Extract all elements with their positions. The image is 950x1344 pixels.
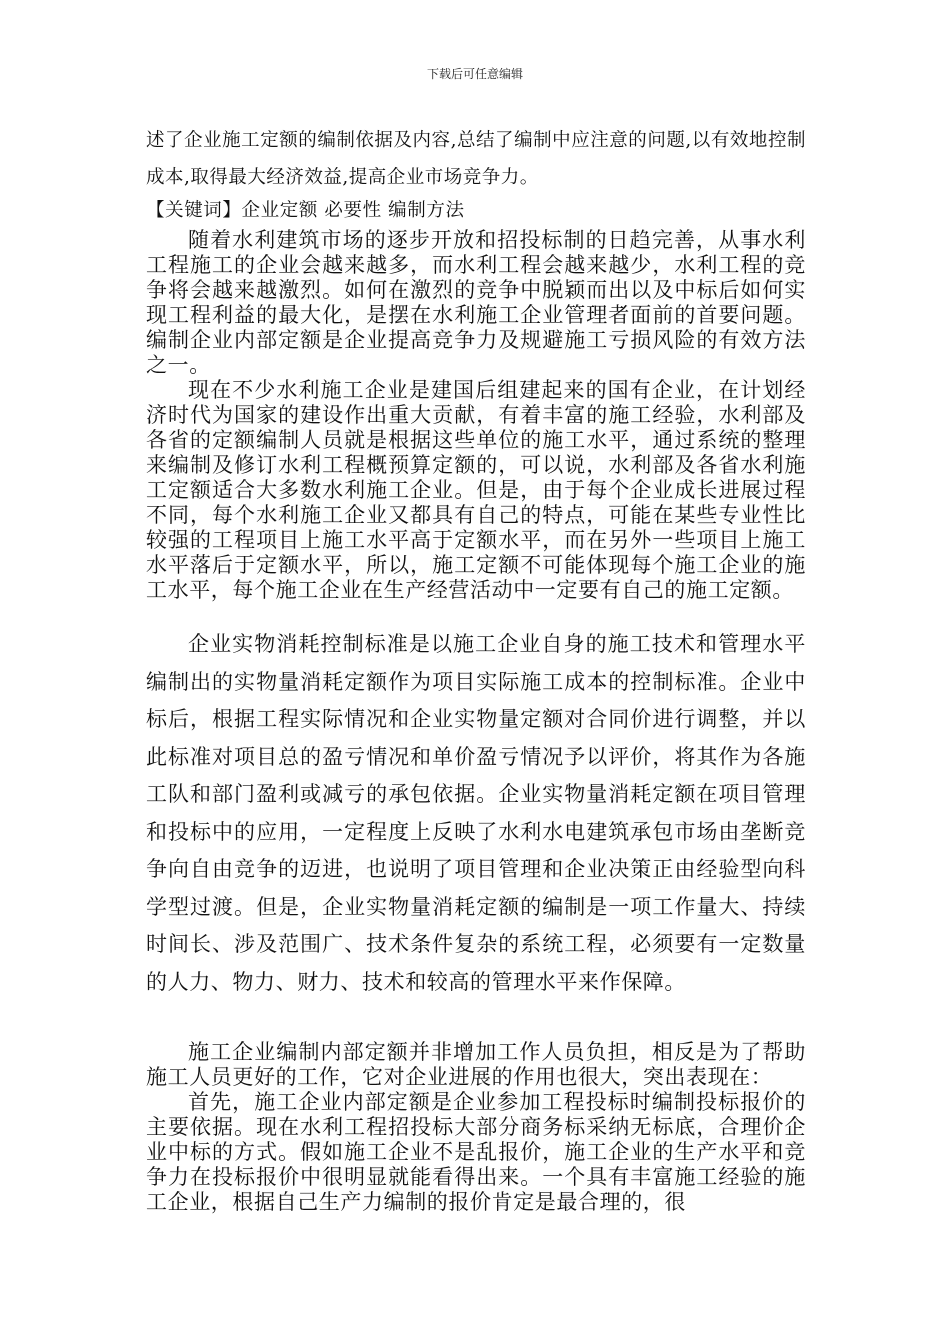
body-section-2 — [146, 626, 806, 1001]
keywords-text: 企业定额 必要性 编制方法 — [241, 200, 465, 221]
page-header-note: 下载后可任意编辑 — [426, 67, 523, 81]
body-section-3 — [146, 1040, 806, 1215]
keywords-block — [146, 198, 806, 224]
paragraph-5: 首先，施工企业内部定额是企业参加工程投标时编制投标报价的主要依据。现在水利工程招投标大部分商务标采纳无标底，合理价企业中标的方式。假如施工企业不是乱报价，施工企业的生产水平和竞争力在投标报价中很明显就能看得出来。一个具有丰富施工经验的施工企业，根据自己生产力编制的报价肯定是最合理的，很 — [146, 1090, 806, 1214]
paragraph-1: 随着水利建筑市场的逐步开放和招投标制的日趋完善，从事水利工程施工的企业会越来越多，而水利工程会越来越少，水利工程的竞争将会越来越激烈。如何在激烈的竞争中脱颖而出以及中标后如何实现工程利益的最大化，是摆在水利施工企业管理者面前的首要问题。编制企业内部定额是企业提高竞争力及规避施工亏损风险的有效方法之一。 — [146, 228, 806, 377]
keywords-label: 【关键词】 — [146, 200, 242, 221]
keywords-line — [146, 198, 806, 224]
abstract-block — [146, 122, 806, 196]
paragraph-4: 施工企业编制内部定额并非增加工作人员负担，相反是为了帮助施工人员更好的工作，它对企业进展的作用也很大，突出表现在： — [146, 1040, 806, 1089]
abstract-text: 述了企业施工定额的编制依据及内容,总结了编制中应注意的问题,以有效地控制成本,取得最大经济效益,提高企业市场竞争力。 — [146, 130, 806, 188]
paragraph-3: 企业实物消耗控制标准是以施工企业自身的施工技术和管理水平编制出的实物量消耗定额作为项目实际施工成本的控制标准。企业中标后，根据工程实际情况和企业实物量定额对合同价进行调整，并以此标准对项目总的盈亏情况和单价盈亏情况予以评价，将其作为各施工队和部门盈利或减亏的承包依据。企业实物量消耗定额在项目管理和投标中的应用，一定程度上反映了水利水电建筑承包市场由垄断竞争向自由竞争的迈进，也说明了项目管理和企业决策正由经验型向科学型过渡。但是，企业实物量消耗定额的编制是一项工作量大、持续时间长、涉及范围广、技术条件复杂的系统工程，必须要有一定数量的人力、物力、财力、技术和较高的管理水平来作保障。 — [146, 632, 806, 994]
body-section-1 — [146, 228, 806, 603]
paragraph-2: 现在不少水利施工企业是建国后组建起来的国有企业，在计划经济时代为国家的建设作出重大贡献，有着丰富的施工经验，水利部及各省的定额编制人员就是根据这些单位的施工水平，通过系统的整理来编制及修订水利工程概预算定额的，可以说，水利部及各省水利施工定额适合大多数水利施工企业。但是，由于每个企业成长进展过程不同，每个水利施工企业又都具有自己的特点，可能在某些专业性比较强的工程项目上施工水平高于定额水平，而在另外一些项目上施工水平落后于定额水平，所以，施工定额不可能体现每个施工企业的施工水平，每个施工企业在生产经营活动中一定要有自己的施工定额。 — [146, 378, 806, 602]
